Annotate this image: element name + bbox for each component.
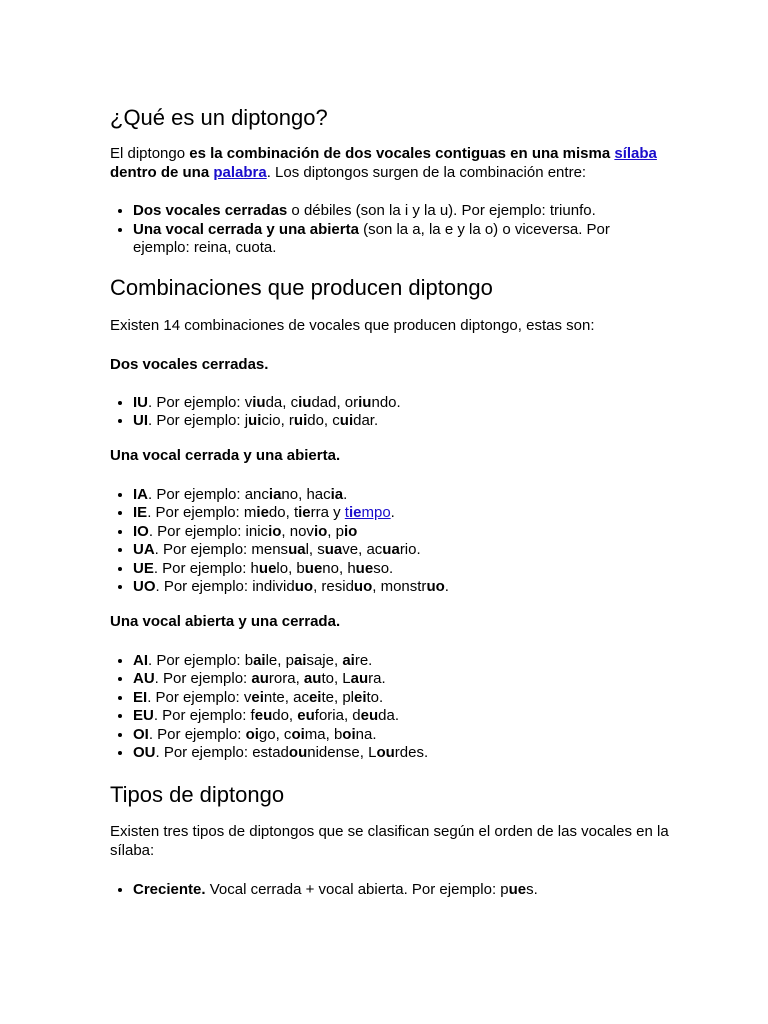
list-item: • EI. Por ejemplo: veinte, aceite, pleito. bbox=[133, 689, 670, 708]
list-item: • IU. Por ejemplo: viuda, ciudad, oriundo. bbox=[133, 394, 670, 413]
list-item: • Una vocal cerrada y una abierta (son la a, la e y la o) o viceversa. Por ejemplo: reina, cuota. bbox=[133, 221, 670, 258]
list-item: • UE. Por ejemplo: huelo, bueno, hueso. bbox=[133, 560, 670, 579]
list-item: • OU. Por ejemplo: estadounidense, Lourdes. bbox=[133, 744, 670, 763]
combos-ca-list bbox=[110, 486, 670, 597]
combos-cc-list bbox=[110, 394, 670, 431]
list-item: • IE. Por ejemplo: miedo, tierra y tiempo. bbox=[133, 504, 670, 523]
list-item: • UA. Por ejemplo: mensual, suave, acuario. bbox=[133, 541, 670, 560]
link-silaba[interactable]: sílaba bbox=[614, 145, 657, 162]
list-item: • IO. Por ejemplo: inicio, novio, pio bbox=[133, 523, 670, 542]
list-item: • IA. Por ejemplo: anciano, hacia. bbox=[133, 486, 670, 505]
article-content bbox=[110, 104, 670, 899]
link-palabra[interactable]: palabra bbox=[213, 164, 267, 181]
list-item: • UI. Por ejemplo: juicio, ruido, cuidar. bbox=[133, 412, 670, 431]
intro-paragraph: El diptongo es la combinación de dos vocales contiguas en una misma sílaba dentro de una palabra. Los diptongos surgen de la combinación entre: bbox=[110, 145, 657, 181]
link-tiempo[interactable]: tiempo bbox=[344, 504, 391, 521]
heading-combinaciones: Combinaciones que producen diptongo bbox=[110, 274, 493, 300]
combos-intro: Existen 14 combinaciones de vocales que producen diptongo, estas son: bbox=[110, 316, 595, 334]
list-item: • UO. Por ejemplo: individuo, residuo, monstruo. bbox=[133, 578, 670, 597]
subheading-dos-cerradas: Dos vocales cerradas. bbox=[110, 355, 269, 373]
tipos-intro: Existen tres tipos de diptongos que se clasifican según el orden de las vocales en la sílaba: bbox=[110, 822, 669, 859]
list-item: • EU. Por ejemplo: feudo, euforia, deuda. bbox=[133, 707, 670, 726]
types-list bbox=[110, 202, 670, 258]
list-item: • Creciente. Vocal cerrada + vocal abierta. Por ejemplo: pues. bbox=[133, 881, 670, 900]
heading-que-es-diptongo: ¿Qué es un diptongo? bbox=[110, 105, 328, 130]
combos-ac-list bbox=[110, 652, 670, 763]
tipos-list bbox=[110, 881, 670, 900]
subheading-abierta-cerrada: Una vocal abierta y una cerrada. bbox=[110, 612, 341, 630]
subheading-cerrada-abierta: Una vocal cerrada y una abierta. bbox=[110, 446, 341, 464]
list-item: • AU. Por ejemplo: aurora, auto, Laura. bbox=[133, 670, 670, 689]
heading-tipos: Tipos de diptongo bbox=[110, 781, 285, 807]
list-item: • AI. Por ejemplo: baile, paisaje, aire. bbox=[133, 652, 670, 671]
list-item: • Dos vocales cerradas o débiles (son la i y la u). Por ejemplo: triunfo. bbox=[133, 202, 670, 221]
list-item: • OI. Por ejemplo: oigo, coima, boina. bbox=[133, 726, 670, 745]
